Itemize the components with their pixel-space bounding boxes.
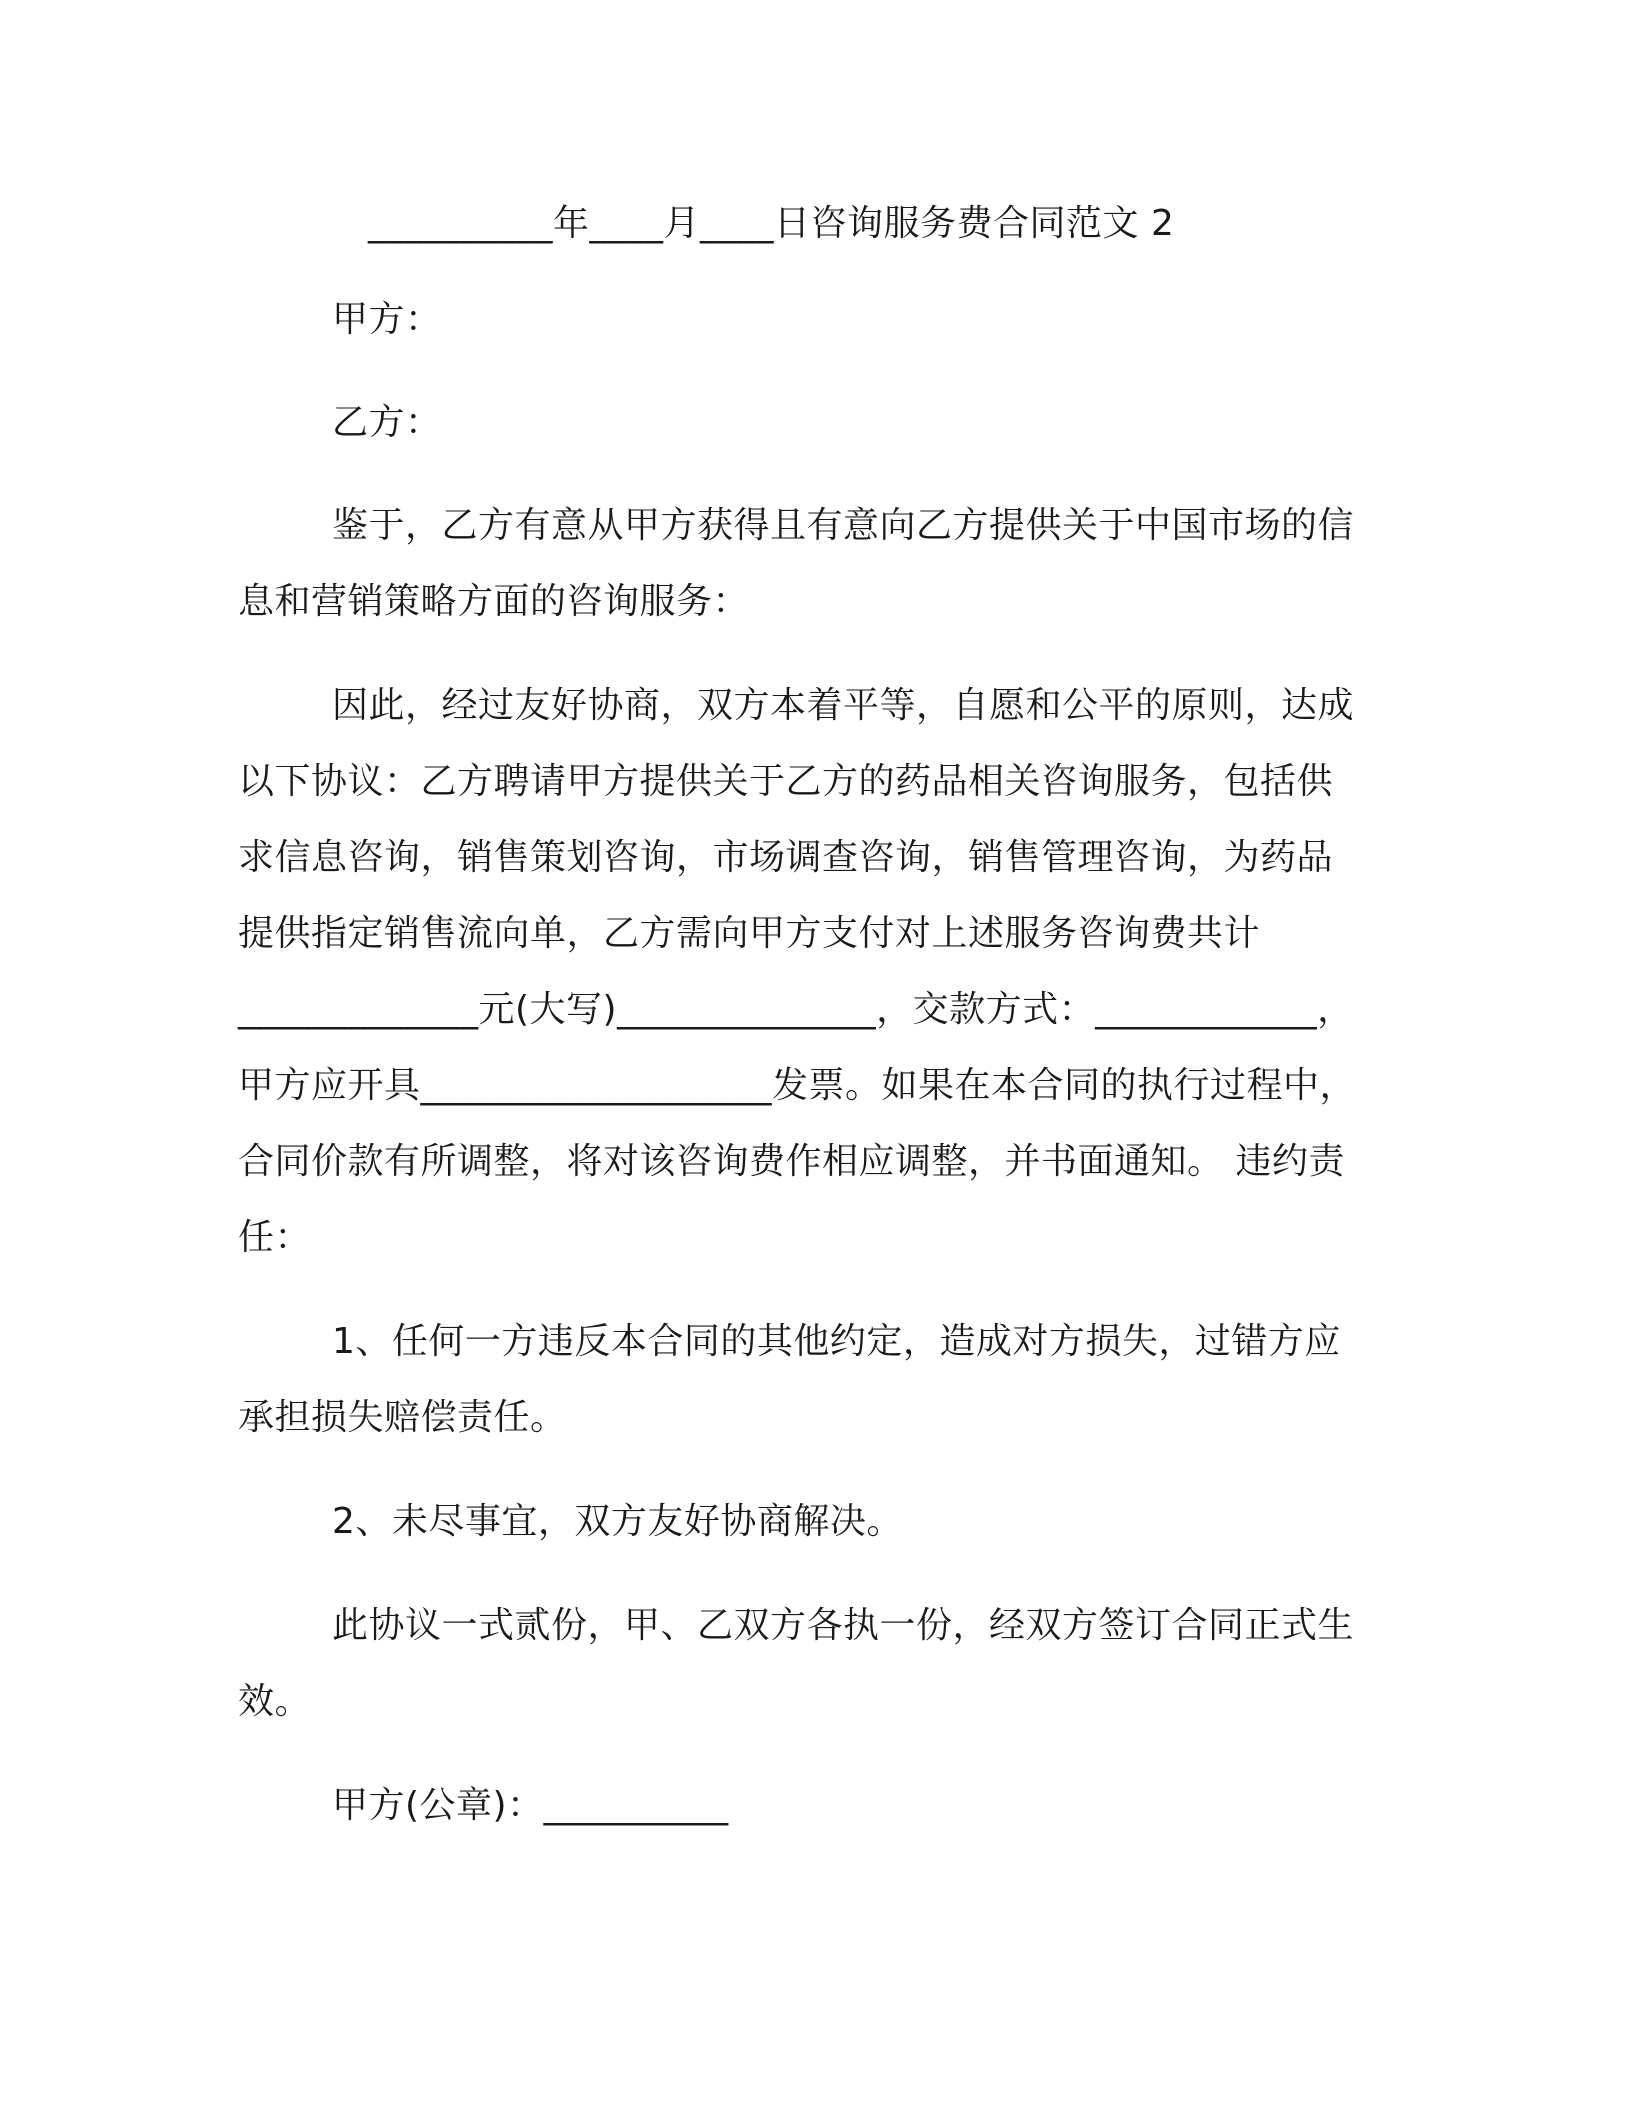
party-b-label: 乙方： [332, 402, 442, 443]
agreement-paragraph-line-7: 合同价款有所调整，将对该咨询费作相应调整，并书面通知。 违约责 [238, 1141, 1345, 1182]
clause-2: 2、未尽事宜，双方友好协商解决。 [332, 1501, 903, 1542]
agreement-paragraph-line-2: 以下协议：乙方聘请甲方提供关于乙方的药品相关咨询服务，包括供 [238, 761, 1334, 802]
clause-1-line-1: 1、任何一方违反本合同的其他约定，造成对方损失，过错方应 [332, 1321, 1341, 1362]
agreement-paragraph-line-3: 求信息咨询，销售策划咨询，市场调查咨询，销售管理咨询，为药品 [238, 837, 1334, 878]
clause-1-line-2: 承担损失赔偿责任。 [238, 1397, 567, 1438]
agreement-paragraph-line-6: 甲方应开具___________________发票。如果在本合同的执行过程中， [238, 1065, 1357, 1106]
effect-paragraph-line-1: 此协议一式贰份，甲、乙双方各执一份，经双方签订合同正式生 [332, 1605, 1355, 1646]
agreement-paragraph-line-8: 任： [238, 1217, 312, 1258]
effect-paragraph-line-2: 效。 [238, 1681, 312, 1722]
party-a-label: 甲方： [332, 299, 442, 340]
party-a-seal-line: 甲方(公章)：__________ [332, 1785, 729, 1826]
agreement-paragraph-line-5: _____________元(大写)______________，交款方式：____________， [238, 989, 1354, 1030]
whereas-paragraph-line-2: 息和营销策略方面的咨询服务： [238, 581, 750, 622]
whereas-paragraph-line-1: 鉴于，乙方有意从甲方获得且有意向乙方提供关于中国市场的信 [332, 505, 1355, 546]
agreement-paragraph-line-1: 因此，经过友好协商，双方本着平等，自愿和公平的原则，达成 [332, 685, 1355, 726]
document-title: __________年____月____日咨询服务费合同范文 2 [368, 203, 1175, 244]
agreement-paragraph-line-4: 提供指定销售流向单，乙方需向甲方支付对上述服务咨询费共计 [238, 913, 1261, 954]
